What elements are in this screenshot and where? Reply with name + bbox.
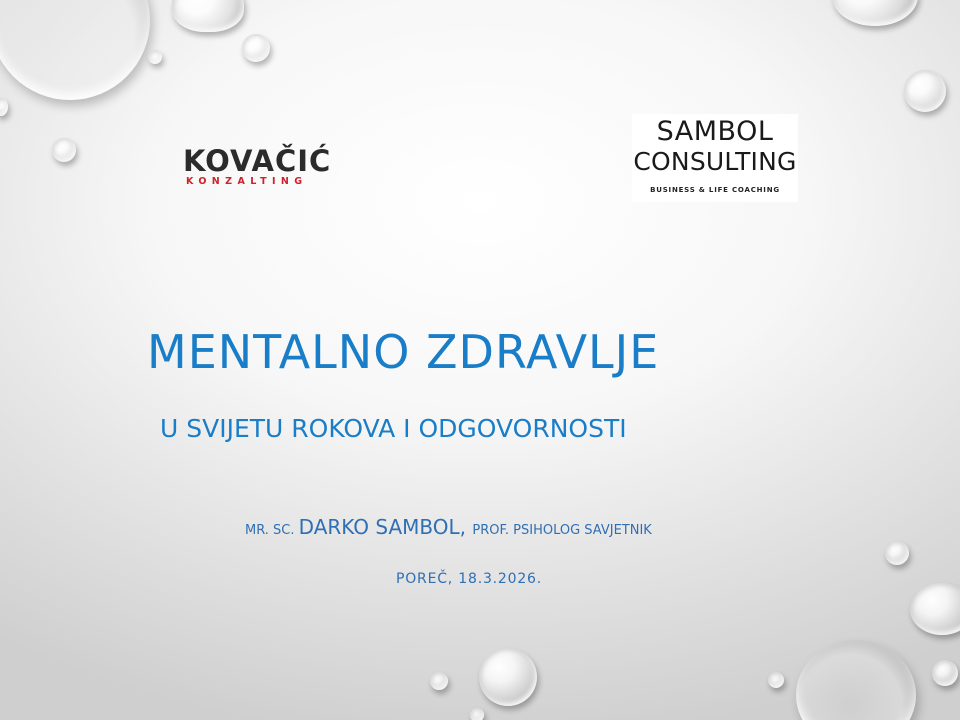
slide-subtitle: U SVIJETU ROKOVA I ODGOVORNOSTI: [160, 414, 627, 443]
slide-title: MENTALNO ZDRAVLJE: [147, 325, 660, 379]
sambol-logo-line1: SAMBOL: [656, 116, 774, 147]
author-line: [245, 515, 652, 539]
water-drop: [832, 0, 918, 26]
water-drop: [904, 70, 946, 112]
author-name: DARKO SAMBOL,: [298, 515, 473, 539]
water-drop: [768, 672, 784, 688]
sambol-consulting-logo: [632, 114, 798, 202]
water-drop: [470, 708, 484, 720]
kovacic-logo-sub: KONZALTING: [186, 176, 308, 187]
sambol-logo-tagline: BUSINESS & LIFE COACHING: [650, 186, 780, 194]
place-date: POREČ, 18.3.2026.: [396, 571, 543, 587]
author-role: PROF. PSIHOLOG SAVJETNIK: [472, 523, 652, 538]
water-drop: [479, 648, 537, 706]
water-drop: [172, 0, 244, 32]
water-drop: [242, 34, 270, 62]
water-drop: [932, 660, 958, 686]
water-drop: [0, 0, 150, 100]
author-prefix: MR. SC.: [245, 523, 299, 538]
kovacic-logo: [183, 146, 345, 190]
water-drop: [148, 50, 162, 64]
water-drop: [910, 583, 960, 635]
kovacic-logo-name: KOVAČIĆ: [183, 144, 332, 178]
water-drop: [52, 138, 76, 162]
sambol-logo-line2: CONSULTING: [633, 147, 797, 176]
water-drop: [796, 640, 916, 720]
water-drop: [885, 541, 909, 565]
water-drop: [0, 98, 8, 116]
water-drop: [430, 672, 448, 690]
